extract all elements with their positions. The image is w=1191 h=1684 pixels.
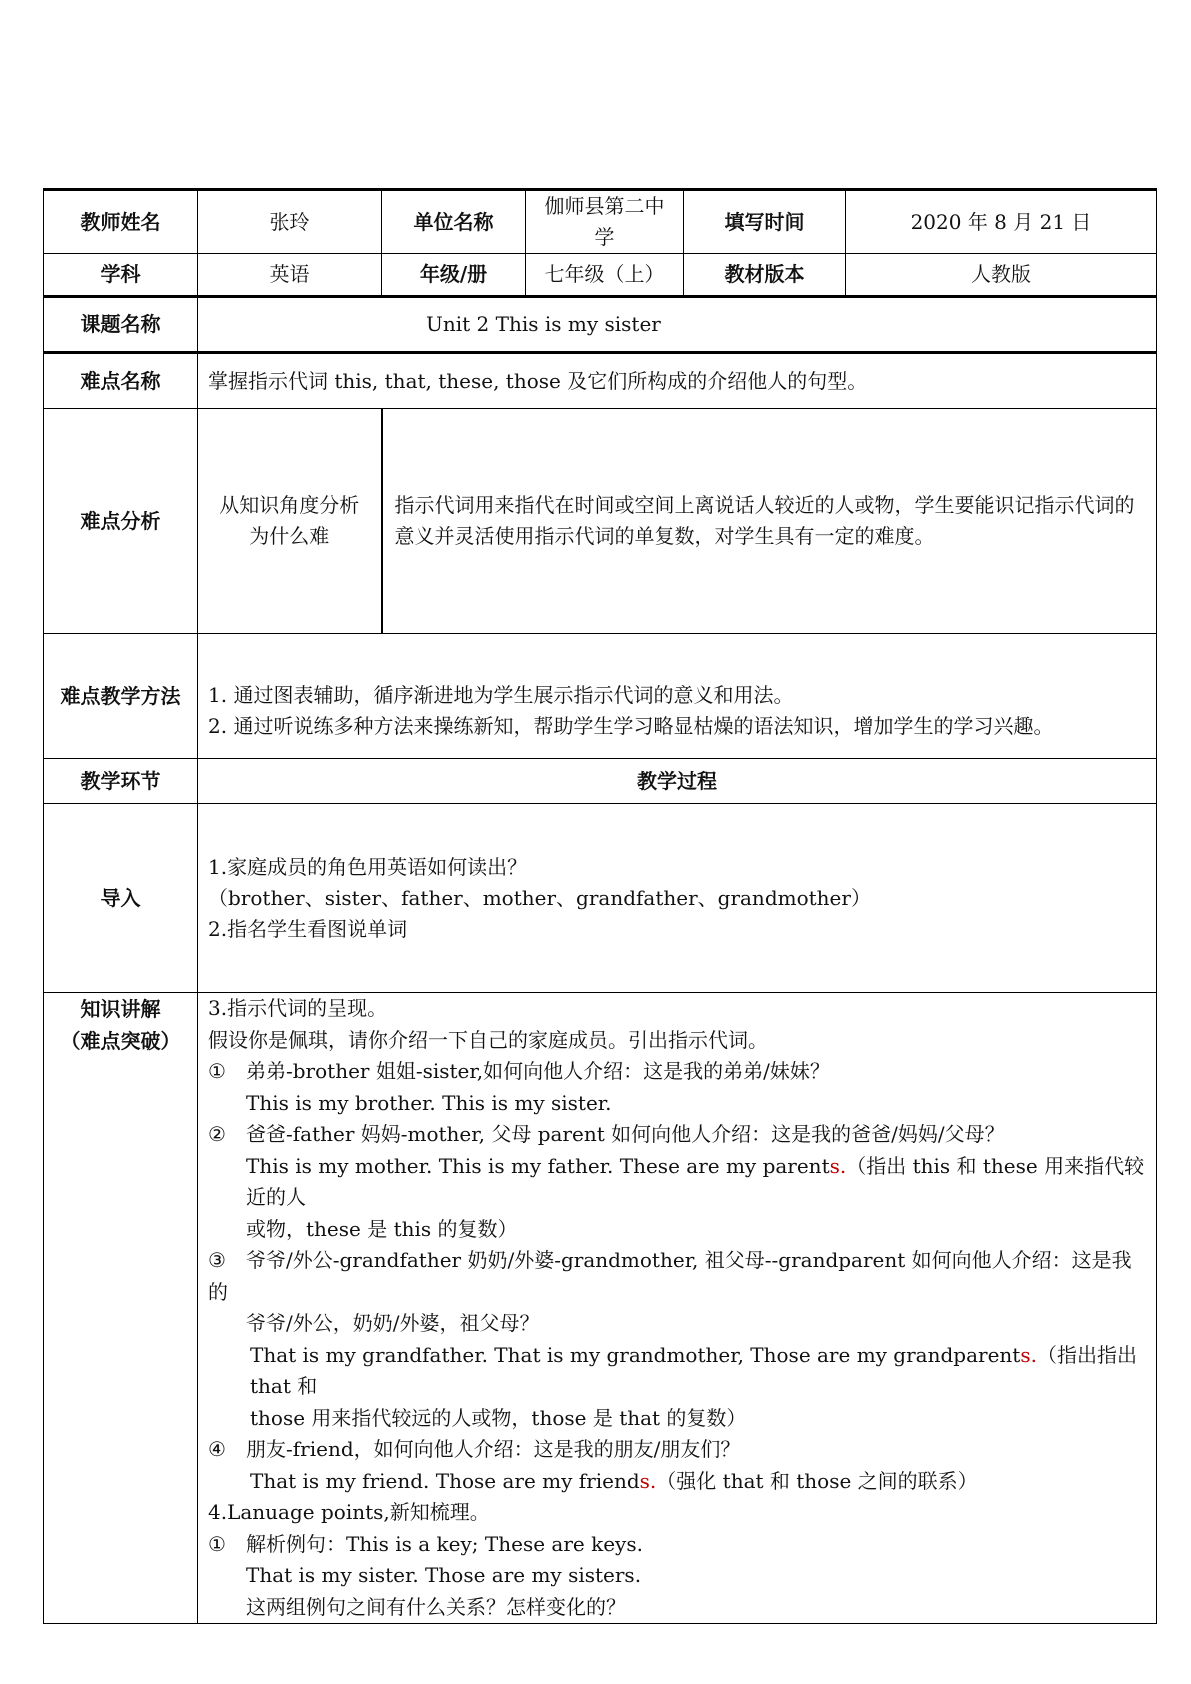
example-text: This is my mother. This is my father. These are my parent [246,1153,830,1178]
item-number: ③ [208,1248,226,1272]
date-label: 填写时间 [684,190,846,254]
note-text: （指出指出 that 和 [250,1342,1137,1398]
date-value: 2020 年 8 月 21 日 [846,190,1157,254]
knowledge-line [208,1466,1146,1498]
method-row [44,634,1157,759]
subject-label: 学科 [44,254,198,297]
topic-label: 课题名称 [44,297,198,353]
edition-label: 教材版本 [684,254,846,297]
unit-value: 伽师县第二中学 [526,190,684,254]
intro-row [44,804,1157,993]
difficulty-value: 掌握指示代词 this, that, these, those 及它们所构成的介绍他人的句型。 [198,353,1157,409]
intro-label: 导入 [44,804,198,993]
intro-content [198,804,1157,993]
knowledge-label-1: 知识讲解 [80,997,161,1021]
unit-label: 单位名称 [382,190,526,254]
topic-row [44,297,1157,353]
knowledge-line: 弟弟-brother 姐姐-sister,如何向他人介绍：这是我的弟弟/妹妹？ [246,1059,830,1083]
analysis-value: 指示代词用来指代在时间或空间上离说话人较近的人或物，学生要能识记指示代词的意义并灵活使用指示代词的单复数，对学生具有一定的难度。 [382,409,1157,634]
edition-value: 人教版 [846,254,1157,297]
item-number: ② [208,1122,226,1146]
knowledge-line [208,1151,1146,1214]
knowledge-row [44,993,1157,1624]
knowledge-line: 朋友-friend，如何向他人介绍：这是我的朋友/朋友们？ [246,1437,741,1461]
difficulty-label: 难点名称 [44,353,198,409]
knowledge-item [208,1529,1146,1561]
knowledge-line: This is my brother. This is my sister. [246,1090,612,1115]
subject-value: 英语 [198,254,382,297]
highlight-suffix: s. [639,1468,657,1493]
header-row-1 [44,190,1157,254]
item-number: ④ [208,1437,226,1461]
knowledge-content [198,993,1157,1624]
knowledge-line: That is my sister. Those are my sisters. [246,1563,642,1587]
process-header-row [44,759,1157,804]
lesson-plan-form [43,188,1156,1624]
highlight-suffix: s. [829,1153,847,1178]
knowledge-line: those 用来指代较远的人或物，those 是 that 的复数） [250,1405,747,1430]
intro-line-2: （brother、sister、father、mother、grandfather、grandmother） [208,885,871,910]
knowledge-item [208,1245,1146,1308]
knowledge-label-2: （难点突破） [60,1029,181,1053]
analysis-row [44,409,1157,634]
lesson-plan-table [43,188,1157,1624]
knowledge-line: 或物，these 是 this 的复数） [246,1216,518,1241]
knowledge-label [44,993,198,1624]
difficulty-row [44,353,1157,409]
method-line-2: 2. 通过听说练多种方法来操练新知，帮助学生学习略显枯燥的语法知识，增加学生的学习兴趣。 [208,714,1054,738]
analysis-label: 难点分析 [44,409,198,634]
header-row-2 [44,254,1157,297]
knowledge-line: 假设你是佩琪，请你介绍一下自己的家庭成员。引出指示代词。 [208,1027,768,1052]
item-number: ① [208,1059,226,1083]
analysis-sub-label: 从知识角度分析为什么难 [198,409,382,634]
process-label: 教学过程 [198,759,1157,804]
knowledge-line: 爷爷/外公-grandfather 奶奶/外婆-grandmother, 祖父母--grandparent 如何向他人介绍：这是我的 [208,1248,1132,1304]
knowledge-item [208,1119,1146,1151]
intro-line-3: 2.指名学生看图说单词 [208,916,408,941]
method-label: 难点教学方法 [44,634,198,759]
example-text: That is my friend. Those are my friend [250,1468,640,1493]
intro-line-1: 1.家庭成员的角色用英语如何读出？ [208,854,528,879]
knowledge-line: 解析例句：This is a key; These are keys. [246,1531,643,1556]
highlight-suffix: s. [1020,1342,1037,1367]
process-step-label: 教学环节 [44,759,198,804]
knowledge-line: 爷爷/外公，奶奶/外婆，祖父母？ [246,1311,540,1335]
note-text: （指出 this 和 these 用来指代较近的人 [246,1153,1145,1209]
knowledge-item [208,1056,1146,1088]
knowledge-line: 4.Lanuage points,新知梳理。 [208,1500,490,1524]
topic-value: Unit 2 This is my sister [198,297,1157,353]
grade-label: 年级/册 [382,254,526,297]
example-text: That is my grandfather. That is my grandmother, Those are my grandparent [250,1342,1021,1367]
method-value [198,634,1157,759]
knowledge-line: 这两组例句之间有什么关系？怎样变化的？ [246,1594,626,1619]
method-line-1: 1. 通过图表辅助，循序渐进地为学生展示指示代词的意义和用法。 [208,683,794,707]
teacher-label: 教师姓名 [44,190,198,254]
knowledge-item [208,1434,1146,1466]
item-number: ① [208,1531,226,1556]
teacher-value: 张玲 [198,190,382,254]
knowledge-line: 爸爸-father 妈妈-mother, 父母 parent 如何向他人介绍：这是我的爸爸/妈妈/父母？ [246,1122,1005,1146]
grade-value: 七年级（上） [526,254,684,297]
knowledge-line: 3.指示代词的呈现。 [208,996,388,1020]
note-text: （强化 that 和 those 之间的联系） [656,1468,978,1493]
knowledge-line [208,1340,1146,1403]
